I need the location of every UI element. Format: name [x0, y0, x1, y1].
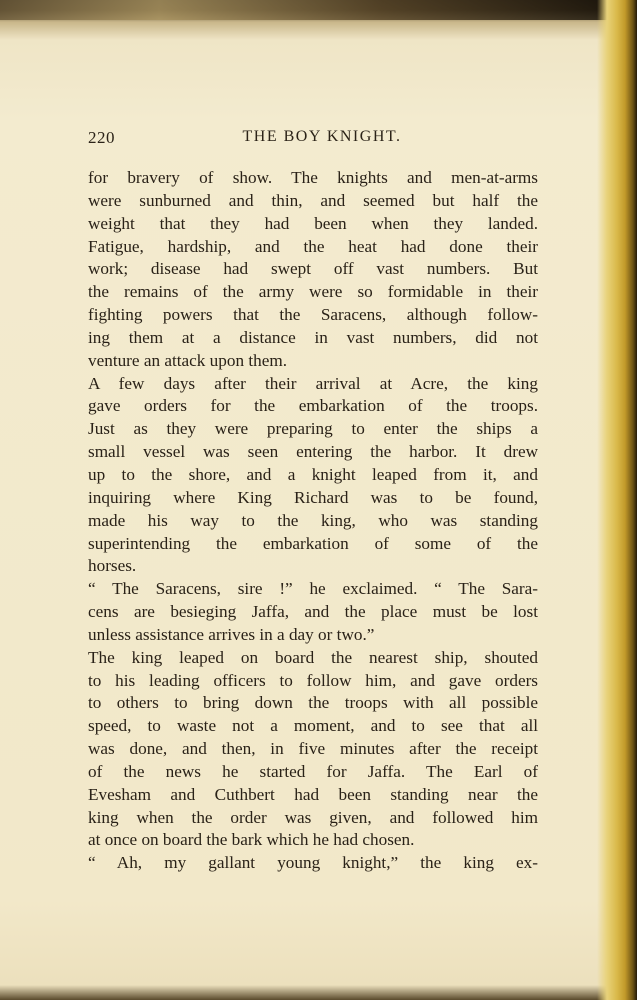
text-line: ing them at a distance in vast numbers, did not	[88, 327, 538, 347]
text-line: fighting powers that the Saracens, although follow-	[88, 305, 538, 325]
text-line: horses.	[88, 556, 137, 576]
book-spine-edge	[597, 0, 637, 1000]
text-line: to his leading officers to follow him, and gave orders	[88, 670, 538, 690]
text-line: inquiring where King Richard was to be found,	[88, 487, 538, 507]
text-line: king when the order was given, and followed him	[88, 807, 538, 827]
text-line: weight that they had been when they landed.	[88, 213, 538, 233]
text-line: A few days after their arrival at Acre, the king	[88, 373, 538, 393]
text-line: were sunburned and thin, and seemed but half the	[88, 190, 538, 210]
body-text	[88, 167, 538, 875]
text-line: unless assistance arrives in a day or two.”	[88, 624, 375, 644]
text-line: to others to bring down the troops with all possible	[88, 693, 538, 713]
text-line: work; disease had swept off vast numbers. But	[88, 259, 538, 279]
text-line: was done, and then, in five minutes after the receipt	[88, 739, 538, 759]
text-line: Fatigue, hardship, and the heat had done their	[88, 236, 538, 256]
text-line: at once on board the bark which he had chosen.	[88, 830, 415, 850]
text-line: “ Ah, my gallant young knight,” the king ex-	[88, 853, 538, 873]
text-line: venture an attack upon them.	[88, 350, 288, 370]
text-line: Evesham and Cuthbert had been standing near the	[88, 784, 538, 804]
text-line: small vessel was seen entering the harbor. It drew	[88, 442, 538, 462]
text-line: of the news he started for Jaffa. The Earl of	[88, 761, 538, 781]
text-line: Just as they were preparing to enter the ships a	[88, 419, 538, 439]
page-number: 220	[88, 128, 115, 147]
text-line: for bravery of show. The knights and men-at-arms	[88, 168, 538, 187]
page-header	[88, 128, 538, 152]
text-line: “ The Saracens, sire !” he exclaimed. “ The Sara-	[88, 579, 538, 599]
text-line: The king leaped on board the nearest ship, shouted	[88, 647, 538, 667]
text-line: superintending the embarkation of some of the	[88, 533, 538, 553]
text-line: the remains of the army were so formidable in their	[88, 282, 538, 302]
page-top-shadow	[0, 0, 637, 20]
running-title: THE BOY KNIGHT.	[242, 128, 402, 145]
text-line: gave orders for the embarkation of the troops.	[88, 396, 538, 416]
text-line: cens are besieging Jaffa, and the place must be lost	[88, 602, 538, 622]
text-line: made his way to the king, who was standing	[88, 510, 538, 530]
text-line: speed, to waste not a moment, and to see that all	[88, 716, 538, 736]
text-line: up to the shore, and a knight leaped from it, and	[88, 464, 538, 484]
